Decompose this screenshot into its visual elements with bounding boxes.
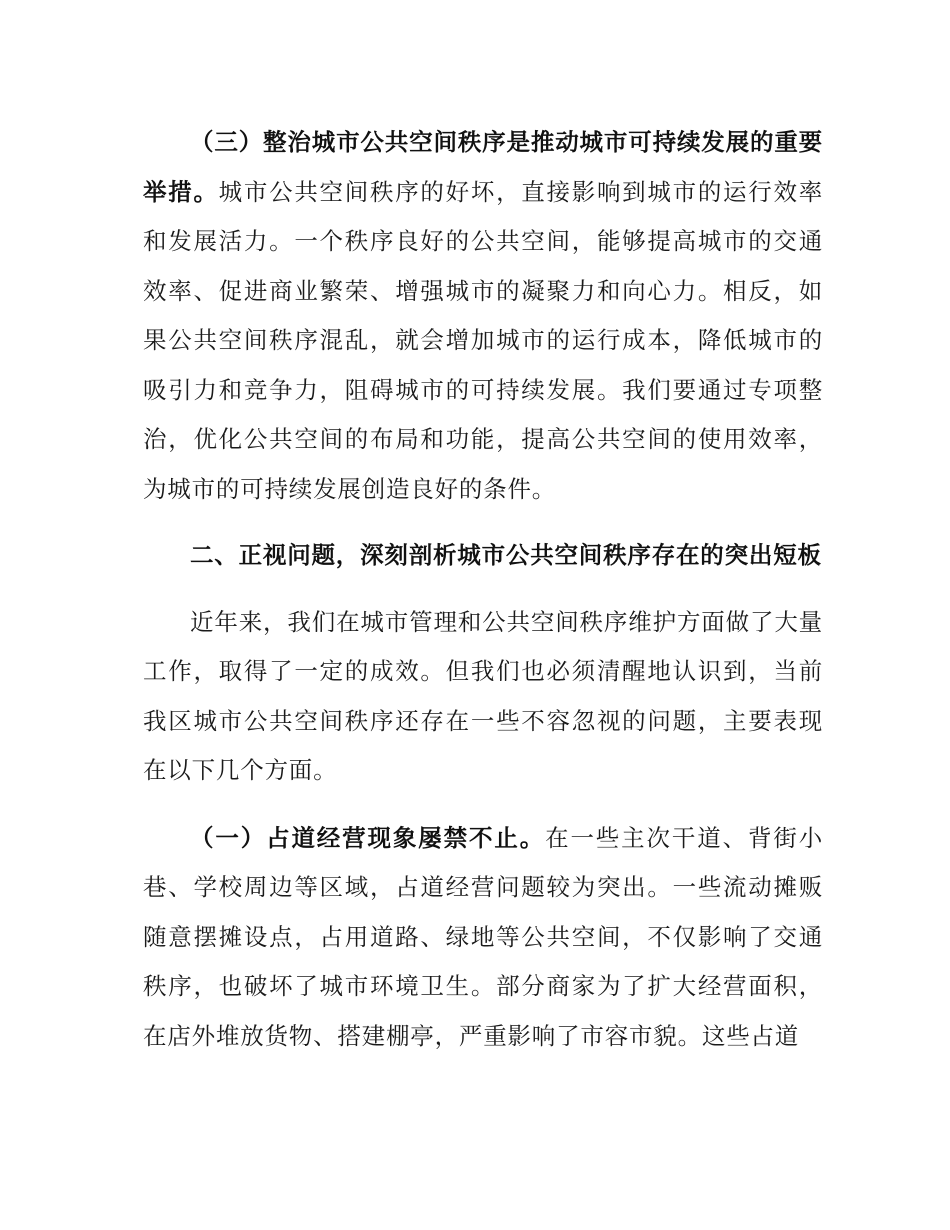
paragraph-lead-bold: （三）整治城市公共空间秩序是推动城市可持续发展的重要举措。 [143, 128, 823, 206]
paragraph-importance [143, 118, 823, 514]
paragraph-street-vending [143, 814, 823, 1062]
section-heading: 二、正视问题，深刻剖析城市公共空间秩序存在的突出短板 [190, 541, 822, 569]
document-body [143, 118, 823, 1061]
paragraph-overview: 近年来，我们在城市管理和公共空间秩序维护方面做了大量工作，取得了一定的成效。但我们也必须清醒地认识到，当前我区城市公共空间秩序还存在一些不容忽视的问题，主要表现在以下几个方面。 [143, 607, 823, 784]
paragraph-text: 在一些主次干道、背街小巷、学校周边等区域，占道经营问题较为突出。一些流动摊贩随意摆摊设点，占用道路、绿地等公共空间，不仅影响了交通秩序，也破坏了城市环境卫生。部分商家为了扩大经营面积，在店外堆放货物、搭建棚亭，严重影响了市容市貌。这些占道 [143, 823, 823, 1050]
paragraph-lead-bold: （一）占道经营现象屡禁不止。 [190, 823, 546, 852]
paragraph-text: 城市公共空间秩序的好坏，直接影响到城市的运行效率和发展活力。一个秩序良好的公共空间，能够提高城市的交通效率、促进商业繁荣、增强城市的凝聚力和向心力。相反，如果公共空间秩序混乱，就会增加城市的运行成本，降低城市的吸引力和竞争力，阻碍城市的可持续发展。我们要通过专项整治，优化公共空间的布局和功能，提高公共空间的使用效率，为城市的可持续发展创造良好的条件。 [143, 177, 824, 503]
